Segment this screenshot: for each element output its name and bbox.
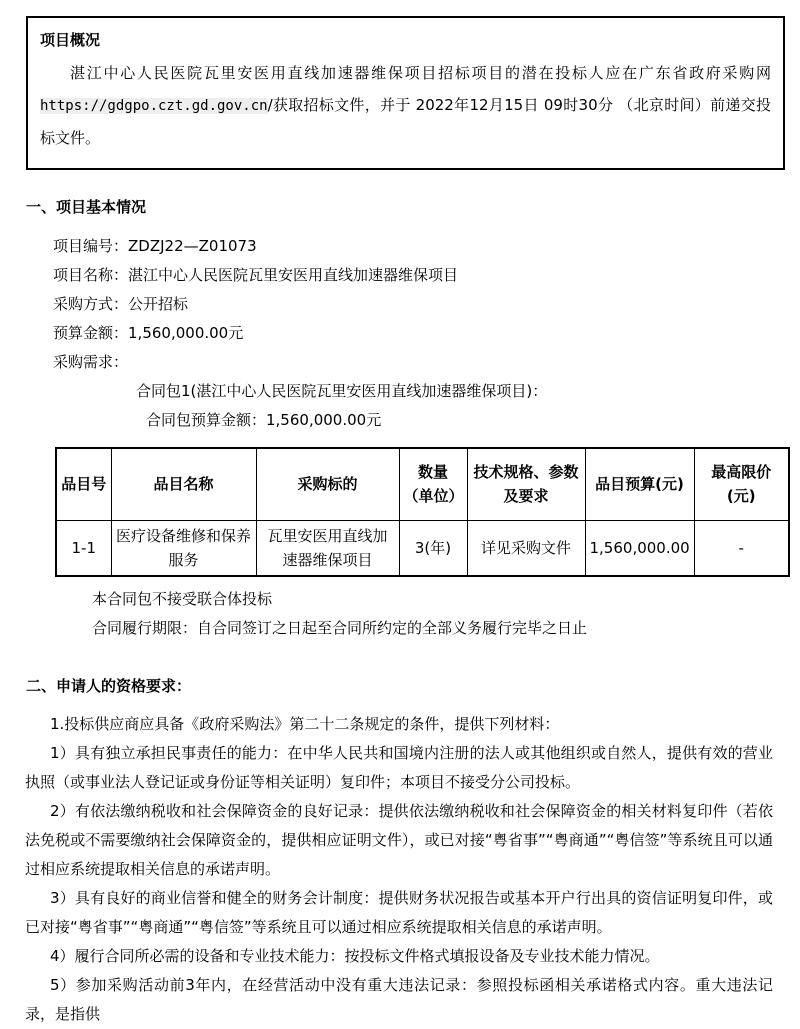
field-budget-amount xyxy=(53,319,800,348)
cell-item-budget: 1,560,000.00 xyxy=(585,520,694,576)
qualification-paragraph-2: 2）有依法缴纳税收和社会保障资金的良好记录：提供依法缴纳税收和社会保障资金的相关材料复印件（若依法免税或不需要缴纳社会保障资金的，提供相应证明文件），或已对接“粤省事”“粤商通”“粤信签”等系统且可以通过相应系统提取相关信息的承诺声明。 xyxy=(25,801,773,878)
field-value: 1,560,000.00元 xyxy=(128,324,244,342)
cell-procurement-target: 瓦里安医用直线加速器维保项目 xyxy=(256,520,399,576)
overview-text-before-url: 湛江中心人民医院瓦里安医用直线加速器维保项目招标项目的潜在投标人应在广东省政府采购网 xyxy=(70,64,771,82)
qualification-paragraph-3: 3）具有良好的商业信誉和健全的财务会计制度：提供财务状况报告或基本开户行出具的资信证明复印件，或已对接“粤省事”“粤商通”“粤信签”等系统且可以通过相应系统提取相关信息的承诺声明。 xyxy=(25,888,773,936)
contract-budget-line: 合同包预算金额：1,560,000.00元 xyxy=(146,411,382,429)
qualification-paragraph-intro: 1.投标供应商应具备《政府采购法》第二十二条规定的条件，提供下列材料： xyxy=(50,714,560,733)
qualification-paragraph-5: 5）参加采购活动前3年内，在经营活动中没有重大违法记录：参照投标函相关承诺格式内容。重大违法记录，是指供 xyxy=(25,975,773,1023)
field-label: 采购方式： xyxy=(53,295,129,313)
note-no-consortium: 本合同包不接受联合体投标 xyxy=(92,589,273,608)
overview-paragraph xyxy=(40,57,771,154)
overview-text-after-url: /获取招标文件，并于 2022年12月15日 09时30分 （北京时间）前递交投标文件。 xyxy=(40,96,771,147)
note-contract-period: 合同履行期限：自合同签订之日起至合同所约定的全部义务履行完毕之日止 xyxy=(92,618,588,637)
field-label: 采购需求： xyxy=(53,353,129,371)
field-value: ZDZJ22—Z01073 xyxy=(128,237,257,255)
field-label: 预算金额： xyxy=(53,324,129,342)
cell-quantity-unit: 3(年) xyxy=(399,520,467,576)
qualification-requirements xyxy=(25,710,773,1029)
field-label: 项目编号： xyxy=(53,237,129,255)
field-project-name xyxy=(53,261,800,290)
header-item-no: 品目号 xyxy=(56,448,111,520)
cell-tech-specs: 详见采购文件 xyxy=(467,520,585,576)
procurement-items-table xyxy=(55,447,790,577)
header-tech-specs: 技术规格、参数及要求 xyxy=(467,448,585,520)
cell-max-price: - xyxy=(694,520,789,576)
field-value: 公开招标 xyxy=(128,295,189,313)
header-item-budget: 品目预算(元) xyxy=(585,448,694,520)
table-header-row xyxy=(56,448,789,520)
header-procurement-target: 采购标的 xyxy=(256,448,399,520)
qualification-paragraph-1: 1）具有独立承担民事责任的能力：在中华人民共和国境内注册的法人或其他组织或自然人，提供有效的营业执照（或事业法人登记证或身份证等相关证明）复印件；本项目不接受分公司投标。 xyxy=(25,743,773,791)
procurement-website-url: https://gdgpo.czt.gd.gov.cn xyxy=(40,98,268,114)
field-value: 湛江中心人民医院瓦里安医用直线加速器维保项目 xyxy=(128,266,459,284)
section2-heading: 二、申请人的资格要求： xyxy=(26,676,192,695)
header-item-name: 品目名称 xyxy=(111,448,256,520)
field-procurement-demand xyxy=(53,348,800,377)
cell-item-no: 1-1 xyxy=(56,520,111,576)
table-row xyxy=(56,520,789,576)
overview-title: 项目概况 xyxy=(40,31,101,49)
contract-package-line: 合同包1(湛江中心人民医院瓦里安医用直线加速器维保项目)： xyxy=(136,382,548,400)
qualification-paragraph-4: 4）履行合同所必需的设备和专业技术能力：按投标文件格式填报设备及专业技术能力情况。 xyxy=(50,946,660,965)
contract-notes xyxy=(92,585,800,643)
field-project-number xyxy=(53,232,800,261)
field-procurement-method xyxy=(53,290,800,319)
section1-heading: 一、项目基本情况 xyxy=(26,198,147,216)
header-max-price: 最高限价(元) xyxy=(694,448,789,520)
cell-item-name: 医疗设备维修和保养服务 xyxy=(111,520,256,576)
header-quantity-unit: 数量（单位） xyxy=(399,448,467,520)
field-label: 项目名称： xyxy=(53,266,129,284)
project-fields xyxy=(53,232,800,435)
project-overview-box xyxy=(26,16,785,170)
